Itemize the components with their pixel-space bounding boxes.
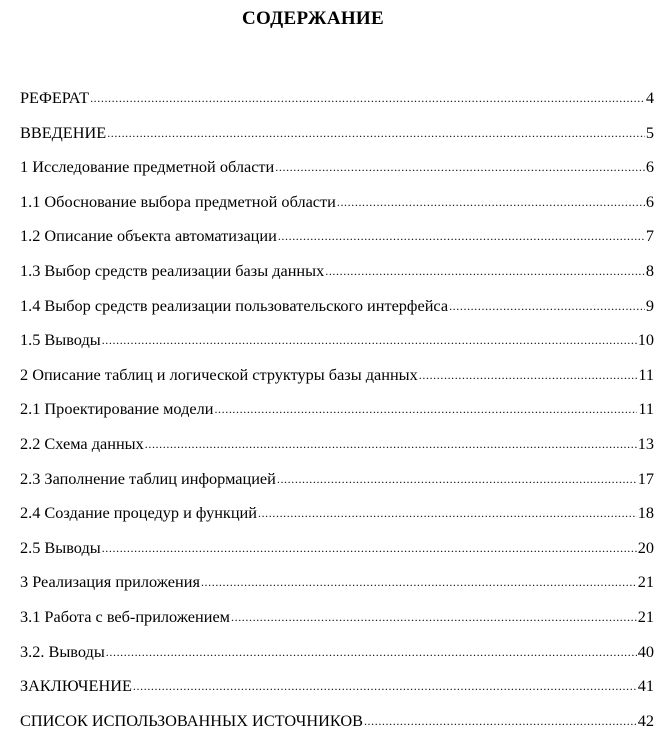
- toc-entry-label: 2.3 Заполнение таблиц информацией: [20, 468, 276, 488]
- toc-entry: [20, 502, 654, 537]
- toc-dot-leader: [102, 329, 637, 351]
- toc-dot-leader: [106, 641, 637, 663]
- toc-entry-label: СПИСОК ИСПОЛЬЗОВАННЫХ ИСТОЧНИКОВ: [20, 710, 363, 730]
- toc-entry-page-number: 4: [645, 88, 654, 107]
- toc-entry-label: 1.5 Выводы: [20, 330, 101, 350]
- page-title: СОДЕРЖАНИЕ: [242, 8, 384, 29]
- toc-entry-label: ВВЕДЕНИЕ: [20, 122, 107, 142]
- toc-dot-leader: [231, 606, 637, 628]
- toc-entry: [20, 537, 654, 572]
- toc-entry: [20, 710, 654, 744]
- toc-entry-page-number: 7: [645, 226, 654, 246]
- toc-entry-label: 2.2 Схема данных: [20, 433, 144, 453]
- toc-entry: [20, 433, 654, 468]
- toc-entry: [20, 364, 654, 399]
- toc-entry-page-number: 6: [645, 191, 654, 211]
- toc-entry-page-number: 40: [637, 641, 654, 661]
- toc-dot-leader: [201, 571, 637, 593]
- toc-entry-label: ЗАКЛЮЧЕНИЕ: [20, 676, 132, 696]
- toc-entry-page-number: 6: [645, 157, 654, 177]
- toc-entry-page-number: 21: [637, 606, 654, 626]
- toc-entry-label: 2.5 Выводы: [20, 537, 101, 557]
- toc-entry-label: 1 Исследование предметной области: [20, 157, 275, 177]
- toc-dot-leader: [419, 364, 638, 386]
- toc-entry-label: 1.1 Обоснование выбора предметной области: [20, 191, 336, 211]
- toc-entry-page-number: 9: [645, 295, 654, 315]
- toc-dot-leader: [275, 156, 645, 178]
- toc-dot-leader: [145, 433, 637, 455]
- toc-entry-page-number: 11: [638, 364, 654, 384]
- toc-dot-leader: [364, 710, 637, 732]
- toc-entry: [20, 87, 654, 122]
- toc-entry-page-number: 8: [645, 260, 654, 280]
- toc-entry-page-number: 5: [645, 122, 654, 142]
- toc-entry-page-number: 20: [637, 537, 654, 557]
- toc-entry-label: РЕФЕРАТ: [20, 88, 90, 107]
- toc-dot-leader: [90, 87, 645, 109]
- toc-entry-label: 1.2 Описание объекта автоматизации: [20, 226, 277, 246]
- toc-entry-label: 3 Реализация приложения: [20, 572, 200, 592]
- toc-dot-leader: [133, 675, 637, 697]
- toc-entry: [20, 295, 654, 330]
- toc-dot-leader: [325, 260, 645, 282]
- toc-dot-leader: [278, 225, 645, 247]
- toc-dot-leader: [214, 398, 637, 420]
- toc-entry: [20, 398, 654, 433]
- toc-entry-page-number: 41: [637, 676, 654, 696]
- toc-entry: [20, 641, 654, 676]
- table-of-contents: [20, 87, 654, 744]
- toc-entry: [20, 122, 654, 157]
- toc-entry-label: 3.2. Выводы: [20, 641, 105, 661]
- toc-entry-label: 1.4 Выбор средств реализации пользовательского интерфейса: [20, 295, 449, 315]
- toc-entry-page-number: 11: [638, 399, 654, 419]
- toc-entry-label: 1.3 Выбор средств реализации базы данных: [20, 260, 325, 280]
- toc-entry: [20, 329, 654, 364]
- toc-entry-page-number: 17: [637, 468, 654, 488]
- toc-dot-leader: [449, 295, 645, 317]
- toc-dot-leader: [258, 502, 637, 524]
- toc-dot-leader: [337, 191, 645, 213]
- toc-entry: [20, 606, 654, 641]
- toc-entry-label: 3.1 Работа с веб-приложением: [20, 606, 230, 626]
- toc-entry-page-number: 42: [637, 710, 654, 730]
- toc-dot-leader: [107, 122, 645, 144]
- toc-dot-leader: [277, 468, 637, 490]
- toc-entry-label: 2 Описание таблиц и логической структуры базы данных: [20, 364, 418, 384]
- toc-entry: [20, 191, 654, 226]
- toc-entry-label: 2.4 Создание процедур и функций: [20, 503, 257, 523]
- toc-entry: [20, 225, 654, 260]
- toc-entry: [20, 571, 654, 606]
- toc-entry-page-number: 10: [637, 330, 654, 350]
- toc-entry: [20, 675, 654, 710]
- toc-entry: [20, 156, 654, 191]
- toc-entry-label: 2.1 Проектирование модели: [20, 399, 214, 419]
- toc-entry-page-number: 18: [637, 503, 654, 523]
- toc-entry: [20, 260, 654, 295]
- toc-entry-page-number: 13: [637, 433, 654, 453]
- toc-entry-page-number: 21: [637, 572, 654, 592]
- toc-entry: [20, 468, 654, 503]
- toc-dot-leader: [102, 537, 637, 559]
